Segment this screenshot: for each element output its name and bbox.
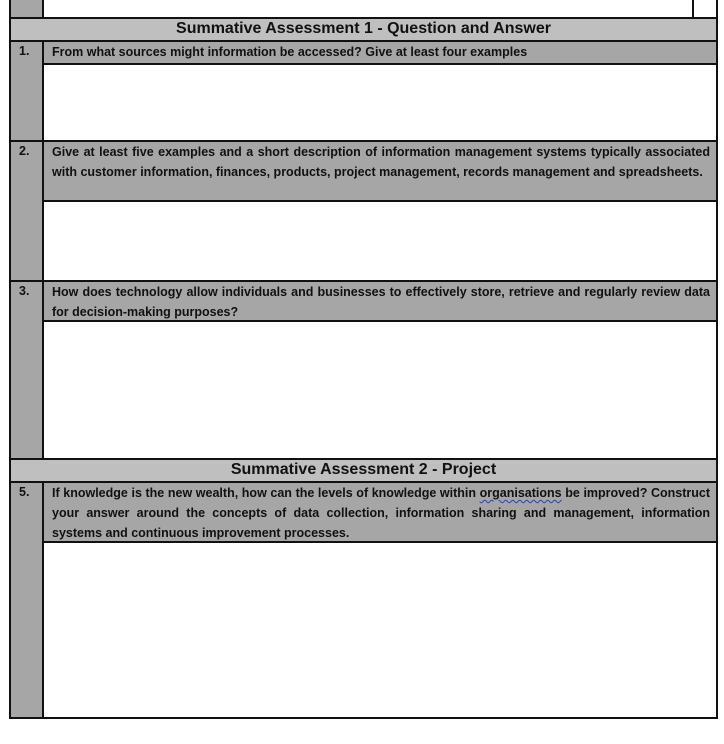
previous-row-number-cell [11, 0, 42, 17]
spellcheck-flagged-word[interactable]: organisations [479, 486, 562, 500]
question-text-5-part-1: If knowledge is the new wealth, how can the levels of knowledge within [52, 486, 480, 500]
question-number: 3. [11, 282, 42, 458]
question-number: 5. [11, 483, 42, 717]
section-header-1: Summative Assessment 1 - Question and Answer [11, 19, 716, 40]
previous-answer-cell[interactable] [44, 0, 692, 17]
question-text-1: From what sources might information be accessed? Give at least four examples [44, 42, 716, 63]
answer-field-1[interactable] [44, 65, 716, 140]
question-number: 2. [11, 142, 42, 280]
assessment-form [9, 0, 718, 719]
question-number: 1. [11, 42, 42, 140]
answer-field-2[interactable] [44, 202, 716, 280]
question-text-5-part-2: be improved? Construct your answer around the concepts of data collection, information sharing and management, information systems and continuous improvement processes. [52, 486, 710, 540]
section-header-2: Summative Assessment 2 - Project [11, 460, 716, 481]
answer-field-3[interactable] [44, 322, 716, 458]
question-text-3: How does technology allow individuals and businesses to effectively store, retrieve and regularly review data for decision-making purposes? [44, 282, 716, 320]
question-text-2: Give at least five examples and a short description of information management systems typically associated with customer information, finances, products, project management, records management and spreadsheets. [44, 142, 716, 200]
answer-field-5[interactable] [44, 543, 716, 717]
column-divider [692, 0, 694, 17]
question-text-5 [44, 483, 716, 541]
